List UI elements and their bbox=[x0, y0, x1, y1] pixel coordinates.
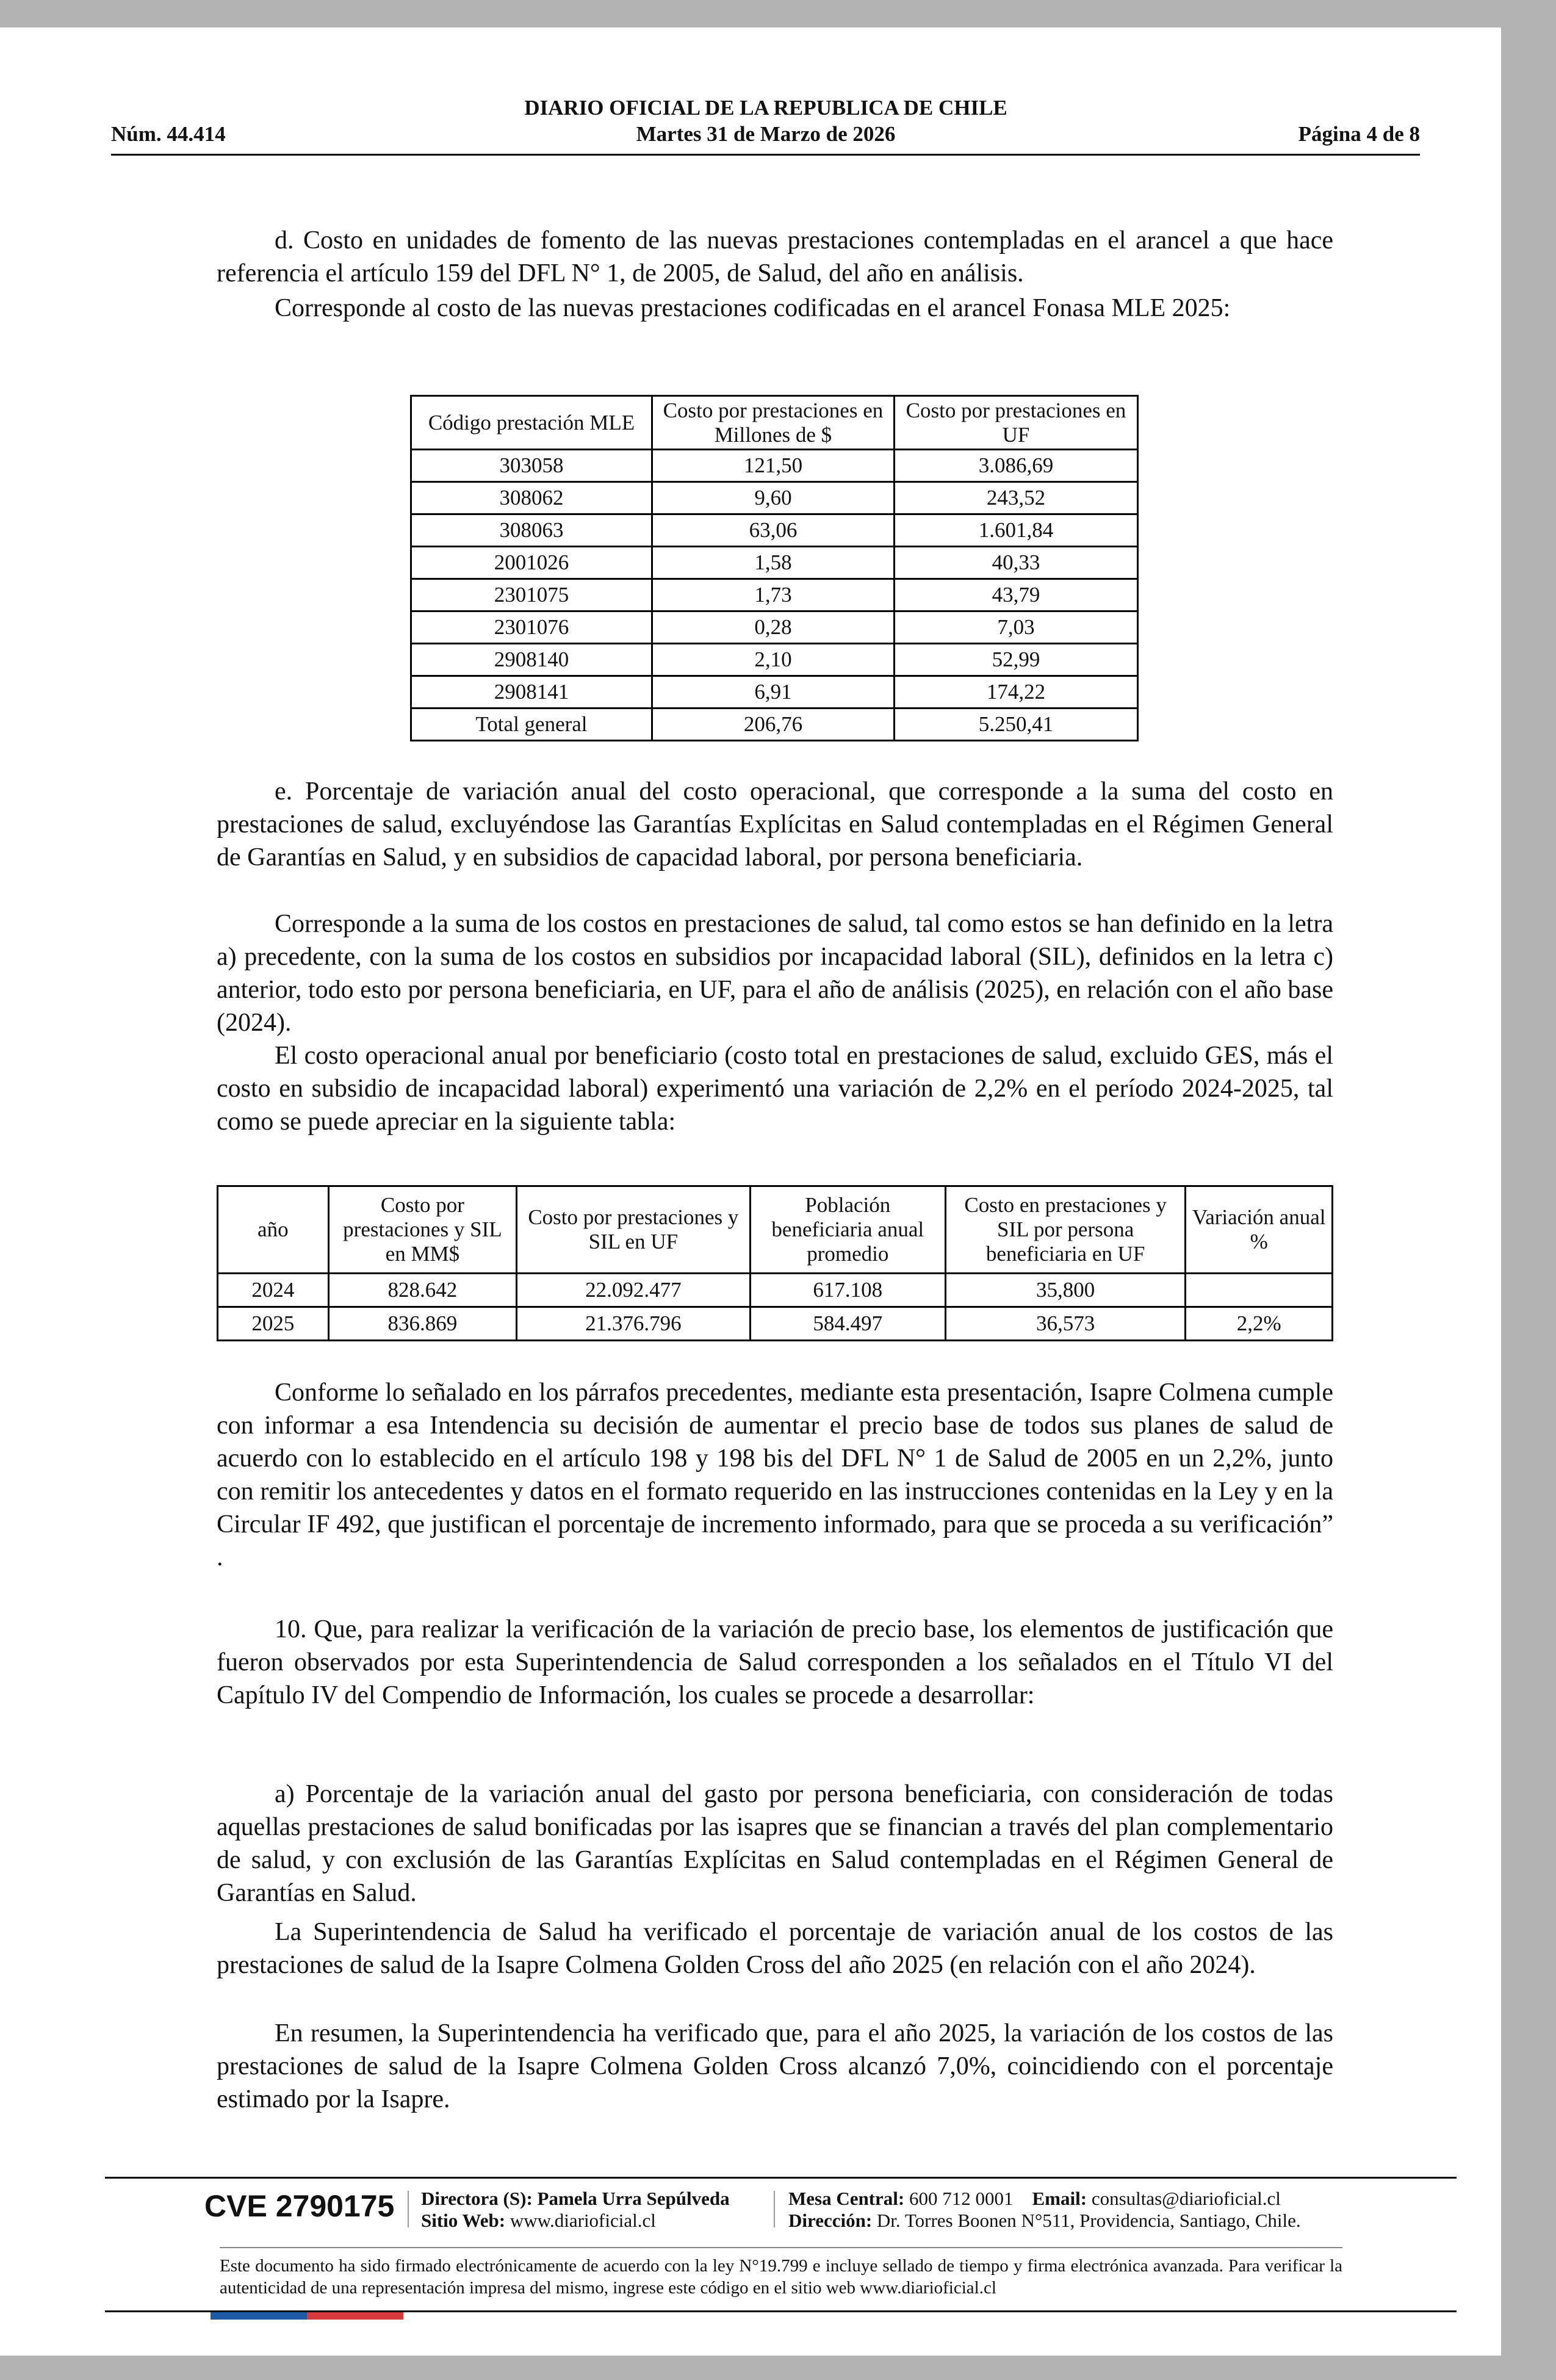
website-link[interactable]: www.diarioficial.cl bbox=[510, 2210, 656, 2231]
phone-number: 600 712 0001 bbox=[909, 2188, 1014, 2209]
table-cell: 7,03 bbox=[894, 611, 1137, 644]
director-name: Pamela Urra Sepúlveda bbox=[537, 2188, 730, 2209]
table-cell: 2025 bbox=[218, 1307, 329, 1341]
email-label: Email: bbox=[1032, 2188, 1087, 2209]
table-cell: 2301075 bbox=[411, 579, 652, 611]
table-cell: 52,99 bbox=[894, 644, 1137, 676]
table-row bbox=[411, 450, 1138, 482]
column-header: Costo por prestaciones en UF bbox=[894, 396, 1137, 450]
table-row bbox=[218, 1274, 1333, 1307]
section-d-description: Corresponde al costo de las nuevas prestaciones codificadas en el arancel Fonasa MLE 2025: bbox=[275, 294, 1231, 322]
table-row bbox=[411, 482, 1138, 514]
table-cell: 6,91 bbox=[652, 676, 894, 709]
table-cell: 2908140 bbox=[411, 644, 652, 676]
table-cell: 121,50 bbox=[652, 450, 894, 482]
item-10-paragraph: 10. Que, para realizar la verificación de la variación de precio base, los elementos de justificación que fueron observados por esta Superintendencia de Salud corresponden a los señalados en el Título VI del Capítulo IV del Compendio de Información, los cuales se procede a desarrollar: bbox=[217, 1615, 1333, 1709]
table-cell: 36,573 bbox=[946, 1307, 1186, 1341]
table-cell: 3.086,69 bbox=[894, 450, 1137, 482]
table-cell: 21.376.796 bbox=[517, 1307, 750, 1341]
item-a-paragraph: a) Porcentaje de la variación anual del gasto por persona beneficiaria, con consideración de todas aquellas prestaciones de salud bonificadas por las isapres que se financian a través del plan complementario de salud, y con exclusión de las Garantías Explícitas en Salud contempladas en el Régimen General de Garantías en Salud. bbox=[217, 1780, 1333, 1907]
table-cell: 2908141 bbox=[411, 676, 652, 709]
table-cell: 2024 bbox=[218, 1274, 329, 1307]
section-e-paragraph: e. Porcentaje de variación anual del costo operacional, que corresponde a la suma del costo en prestaciones de salud, excluyéndose las Garantías Explícitas en Salud contempladas en el Régimen General de Garantías en Salud, y en subsidios de capacidad laboral, por persona beneficiaria. bbox=[217, 777, 1333, 871]
issue-number: Núm. 44.414 bbox=[111, 122, 226, 146]
table-cell: Total general bbox=[411, 709, 652, 741]
table-cell: 2001026 bbox=[411, 547, 652, 579]
table-cell: 9,60 bbox=[652, 482, 894, 514]
table-cell: 617.108 bbox=[750, 1274, 946, 1307]
table-cell: 43,79 bbox=[894, 579, 1137, 611]
table-cell: 174,22 bbox=[894, 676, 1137, 709]
column-header: Costo en prestaciones y SIL por persona beneficiaria en UF bbox=[946, 1186, 1186, 1274]
table-cell: 1,73 bbox=[652, 579, 894, 611]
conclusion-paragraph: Conforme lo señalado en los párrafos precedentes, mediante esta presentación, Isapre Colmena cumple con informar a esa Intendencia su decisión de aumentar el precio base de todos sus planes de salud de acuerdo con lo establecido en el artículo 198 y 198 bis del DFL N° 1 de Salud de 2005 en un 2,2%, junto con remitir los antecedentes y datos en el formato requerido en las instrucciones contenidas en la Ley y en la Circular IF 492, que justifican el porcentaje de incremento informado, para que se proceda a su verificación” . bbox=[217, 1379, 1333, 1571]
footer-mid-rule bbox=[220, 2247, 1342, 2248]
column-header: Costo por prestaciones en Millones de $ bbox=[652, 396, 894, 450]
address-label: Dirección: bbox=[788, 2210, 873, 2231]
footer-top-rule bbox=[105, 2177, 1457, 2179]
table-row bbox=[411, 611, 1138, 644]
page-number: Página 4 de 8 bbox=[1298, 122, 1420, 146]
item-a-verification: La Superintendencia de Salud ha verificado el porcentaje de variación anual de los costos de las prestaciones de salud de la Isapre Colmena Golden Cross del año 2025 (en relación con el año 2024). bbox=[217, 1918, 1333, 1979]
table-cell: 1.601,84 bbox=[894, 514, 1137, 547]
table-row bbox=[411, 514, 1138, 547]
table-cell: 303058 bbox=[411, 450, 652, 482]
flag-stripe-red bbox=[307, 2312, 403, 2320]
section-d-paragraph: d. Costo en unidades de fomento de las nuevas prestaciones contempladas en el arancel a que hace referencia el artículo 159 del DFL N° 1, de 2005, de Salud, del año en análisis. bbox=[217, 226, 1333, 287]
column-header: Costo por prestaciones y SIL en MM$ bbox=[328, 1186, 517, 1274]
table-cell bbox=[1186, 1274, 1333, 1307]
website-label: Sitio Web: bbox=[421, 2210, 506, 2231]
table-cell: 308063 bbox=[411, 514, 652, 547]
section-e-result: El costo operacional anual por beneficiario (costo total en prestaciones de salud, excluido GES, más el costo en subsidio de incapacidad laboral) experimentó una variación de 2,2% en el período 2024-2025, tal como se puede apreciar en la siguiente tabla: bbox=[217, 1042, 1333, 1136]
director-label: Directora (S): bbox=[421, 2188, 533, 2209]
operational-cost-table bbox=[217, 1185, 1333, 1341]
cve-code: CVE 2790175 bbox=[204, 2189, 395, 2223]
column-header: Población beneficiaria anual promedio bbox=[750, 1186, 946, 1274]
table-cell: 308062 bbox=[411, 482, 652, 514]
footer-divider bbox=[774, 2191, 775, 2227]
column-header: Variación anual % bbox=[1186, 1186, 1333, 1274]
table-row bbox=[218, 1307, 1333, 1341]
table-cell: 40,33 bbox=[894, 547, 1137, 579]
table-cell: 1,58 bbox=[652, 547, 894, 579]
legal-notice: Este documento ha sido firmado electrónicamente de acuerdo con la ley N°19.799 e incluye sellado de tiempo y firma electrónica avanzada. Para verificar la autenticidad de una representación impresa del mismo, ingrese este código en el sitio web www.diarioficial.cl bbox=[220, 2256, 1342, 2298]
column-header: Código prestación MLE bbox=[411, 396, 652, 450]
flag-stripe-blue bbox=[211, 2312, 307, 2320]
footer-director-block bbox=[421, 2188, 730, 2232]
table-cell: 2301076 bbox=[411, 611, 652, 644]
table-cell: 243,52 bbox=[894, 482, 1137, 514]
email-link[interactable]: consultas@diarioficial.cl bbox=[1091, 2188, 1281, 2209]
table-cell: 35,800 bbox=[946, 1274, 1186, 1307]
item-a-summary: En resumen, la Superintendencia ha verificado que, para el año 2025, la variación de los costos de las prestaciones de salud de la Isapre Colmena Golden Cross alcanzó 7,0%, coincidiendo con el porcentaje estimado por la Isapre. bbox=[217, 2019, 1333, 2113]
column-header: año bbox=[218, 1186, 329, 1274]
issue-date: Martes 31 de Marzo de 2026 bbox=[636, 122, 896, 146]
address-text: Dr. Torres Boonen N°511, Providencia, Santiago, Chile. bbox=[876, 2210, 1301, 2231]
table-cell: 2,2% bbox=[1186, 1307, 1333, 1341]
table-row bbox=[411, 579, 1138, 611]
table-row bbox=[411, 547, 1138, 579]
footer-contact-block bbox=[788, 2188, 1301, 2232]
table-cell: 63,06 bbox=[652, 514, 894, 547]
table-cell: 836.869 bbox=[328, 1307, 517, 1341]
table-row bbox=[411, 676, 1138, 709]
section-e-definition: Corresponde a la suma de los costos en prestaciones de salud, tal como estos se han definido en la letra a) precedente, con la suma de los costos en subsidios por incapacidad laboral (SIL), definidos en la letra c) anterior, todo esto por persona beneficiaria, en UF, para el año de análisis (2025), en relación con el año base (2024). bbox=[217, 910, 1333, 1037]
footer-divider bbox=[408, 2191, 409, 2227]
table-cell: 2,10 bbox=[652, 644, 894, 676]
phone-label: Mesa Central: bbox=[788, 2188, 905, 2209]
table-row bbox=[411, 644, 1138, 676]
new-services-cost-table bbox=[410, 395, 1139, 741]
table-total-row bbox=[411, 709, 1138, 741]
table-cell: 5.250,41 bbox=[894, 709, 1137, 741]
column-header: Costo por prestaciones y SIL en UF bbox=[517, 1186, 750, 1274]
table-cell: 828.642 bbox=[328, 1274, 517, 1307]
table-cell: 0,28 bbox=[652, 611, 894, 644]
newspaper-title: DIARIO OFICIAL DE LA REPUBLICA DE CHILE bbox=[524, 96, 1007, 120]
table-cell: 22.092.477 bbox=[517, 1274, 750, 1307]
table-cell: 584.497 bbox=[750, 1307, 946, 1341]
table-cell: 206,76 bbox=[652, 709, 894, 741]
header-rule bbox=[111, 154, 1420, 156]
